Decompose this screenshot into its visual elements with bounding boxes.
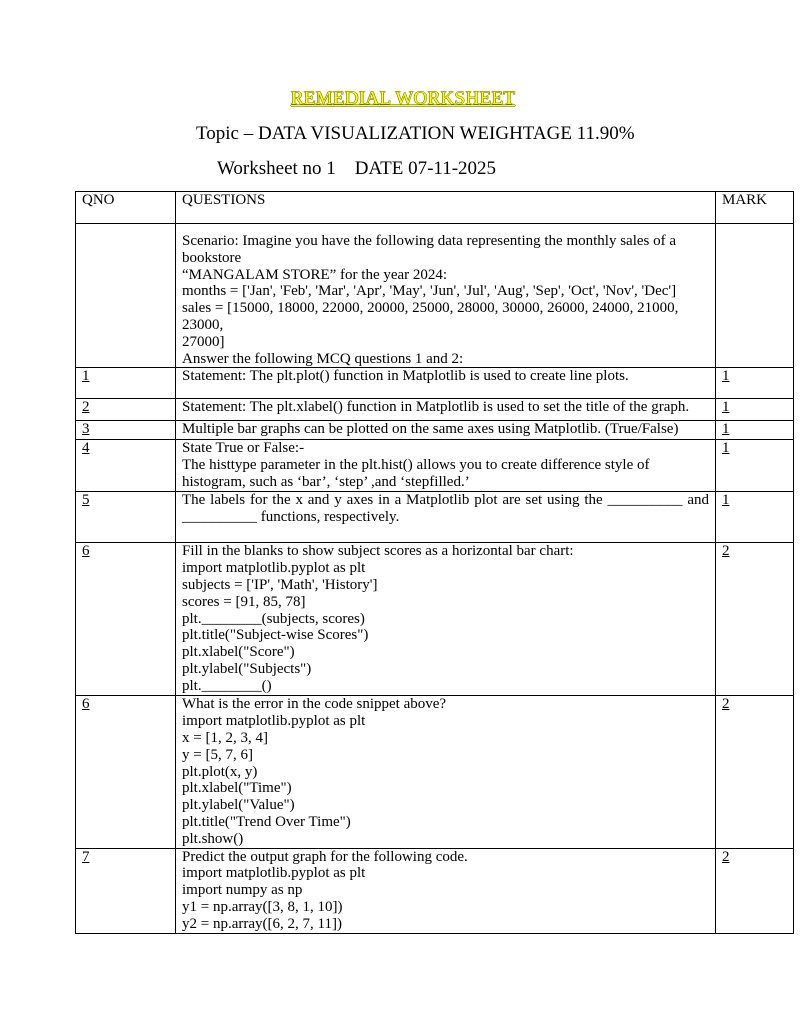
code-line: plt.ylabel("Subjects") bbox=[182, 660, 312, 677]
code-line: plt.show() bbox=[182, 830, 244, 847]
mark-cell: 1 bbox=[716, 421, 794, 440]
code-line: import matplotlib.pyplot as plt bbox=[182, 865, 366, 882]
qno-cell: 6 bbox=[76, 696, 176, 848]
question-line: Statement: The plt.xlabel() function in Matplotlib is used to set the title of the graph. bbox=[182, 399, 690, 416]
worksheet-number: Worksheet no 1 bbox=[217, 158, 336, 179]
table-row bbox=[76, 848, 794, 933]
question-line: Predict the output graph for the following code. bbox=[182, 848, 468, 865]
table-row bbox=[76, 368, 794, 399]
qno-cell: 4 bbox=[76, 440, 176, 492]
question-line: Multiple bar graphs can be plotted on the same axes using Matplotlib. (True/False) bbox=[182, 421, 679, 438]
code-line: scores = [91, 85, 78] bbox=[182, 593, 306, 610]
question-line: Statement: The plt.plot() function in Matplotlib is used to create line plots. bbox=[182, 368, 629, 385]
question-line: 23000, bbox=[182, 316, 224, 333]
mark-cell: 1 bbox=[716, 368, 794, 399]
question-line: “MANGALAM STORE” for the year 2024: bbox=[182, 266, 448, 283]
mark-cell: 2 bbox=[716, 696, 794, 848]
qno-cell bbox=[76, 224, 176, 368]
question-line: months = ['Jan', 'Feb', 'Mar', 'Apr', 'May', 'Jun', 'Jul', 'Aug', 'Sep', 'Oct', 'Nov', 'Dec'] bbox=[182, 283, 677, 300]
code-line: plt.title("Trend Over Time") bbox=[182, 813, 351, 830]
question-cell bbox=[176, 696, 716, 848]
question-line: Fill in the blanks to show subject scores as a horizontal bar chart: bbox=[182, 543, 574, 560]
question-line: The histtype parameter in the plt.hist() allows you to create difference style of bbox=[182, 457, 650, 474]
question-cell bbox=[176, 440, 716, 492]
code-line: x = [1, 2, 3, 4] bbox=[182, 729, 268, 746]
question-line: sales = [15000, 18000, 22000, 20000, 25000, 28000, 30000, 26000, 24000, 21000, bbox=[182, 300, 679, 317]
qno-cell: 3 bbox=[76, 421, 176, 440]
header-qno: QNO bbox=[76, 192, 176, 224]
header-questions: QUESTIONS bbox=[176, 192, 716, 224]
question-line: 27000] bbox=[182, 333, 225, 350]
header-marks: MARK bbox=[716, 192, 794, 224]
page-title: REMEDIAL WORKSHEET bbox=[290, 88, 516, 109]
code-line: y2 = np.array([6, 2, 7, 11]) bbox=[182, 915, 342, 932]
code-line: y1 = np.array([3, 8, 1, 10]) bbox=[182, 898, 343, 915]
code-line: y = [5, 7, 6] bbox=[182, 746, 253, 763]
code-line: import matplotlib.pyplot as plt bbox=[182, 713, 366, 730]
mark-cell: 1 bbox=[716, 440, 794, 492]
table-row bbox=[76, 224, 794, 368]
code-line: subjects = ['IP', 'Math', 'History'] bbox=[182, 576, 378, 593]
code-line: plt.title("Subject-wise Scores") bbox=[182, 627, 369, 644]
table-row bbox=[76, 440, 794, 492]
mark-cell bbox=[716, 224, 794, 368]
question-line: State True or False:- bbox=[182, 440, 305, 457]
table-row bbox=[76, 492, 794, 543]
code-line: plt.xlabel("Score") bbox=[182, 644, 295, 661]
table-row bbox=[76, 543, 794, 696]
mark-cell: 1 bbox=[716, 492, 794, 543]
worksheet-table bbox=[75, 191, 794, 934]
mark-cell: 2 bbox=[716, 543, 794, 696]
question-cell bbox=[176, 224, 716, 368]
topic-line: Topic – DATA VISUALIZATION WEIGHTAGE 11.90% bbox=[196, 123, 635, 144]
code-line: import numpy as np bbox=[182, 882, 303, 899]
qno-cell: 5 bbox=[76, 492, 176, 543]
qno-cell: 1 bbox=[76, 368, 176, 399]
code-line: plt.plot(x, y) bbox=[182, 763, 258, 780]
question-line: bookstore bbox=[182, 249, 242, 266]
table-header-row bbox=[76, 192, 794, 224]
table-row bbox=[76, 399, 794, 421]
code-line: import matplotlib.pyplot as plt bbox=[182, 560, 366, 577]
question-cell bbox=[176, 368, 716, 399]
code-line: plt.________(subjects, scores) bbox=[182, 610, 365, 627]
question-cell bbox=[176, 543, 716, 696]
question-cell bbox=[176, 421, 716, 440]
code-line: plt.________() bbox=[182, 677, 272, 694]
question-cell bbox=[176, 399, 716, 421]
question-line: Answer the following MCQ questions 1 and 2: bbox=[182, 350, 464, 367]
question-text: The labels for the x and y axes in a Matplotlib plot are set using the __________ and __________ functions, respectively. bbox=[182, 492, 709, 526]
question-cell bbox=[176, 492, 716, 543]
worksheet-date: DATE 07-11-2025 bbox=[354, 158, 497, 179]
code-line: plt.xlabel("Time") bbox=[182, 780, 292, 797]
table-row bbox=[76, 696, 794, 848]
question-cell bbox=[176, 848, 716, 933]
mark-cell: 2 bbox=[716, 848, 794, 933]
table-row bbox=[76, 421, 794, 440]
question-line: What is the error in the code snippet above? bbox=[182, 696, 447, 713]
code-line: plt.ylabel("Value") bbox=[182, 797, 295, 814]
qno-cell: 2 bbox=[76, 399, 176, 421]
qno-cell: 7 bbox=[76, 848, 176, 933]
qno-cell: 6 bbox=[76, 543, 176, 696]
question-line: Scenario: Imagine you have the following data representing the monthly sales of a bbox=[182, 233, 677, 249]
mark-cell: 1 bbox=[716, 399, 794, 421]
question-line: histogram, such as ‘bar’, ‘step’ ,and ‘stepfilled.’ bbox=[182, 473, 470, 490]
